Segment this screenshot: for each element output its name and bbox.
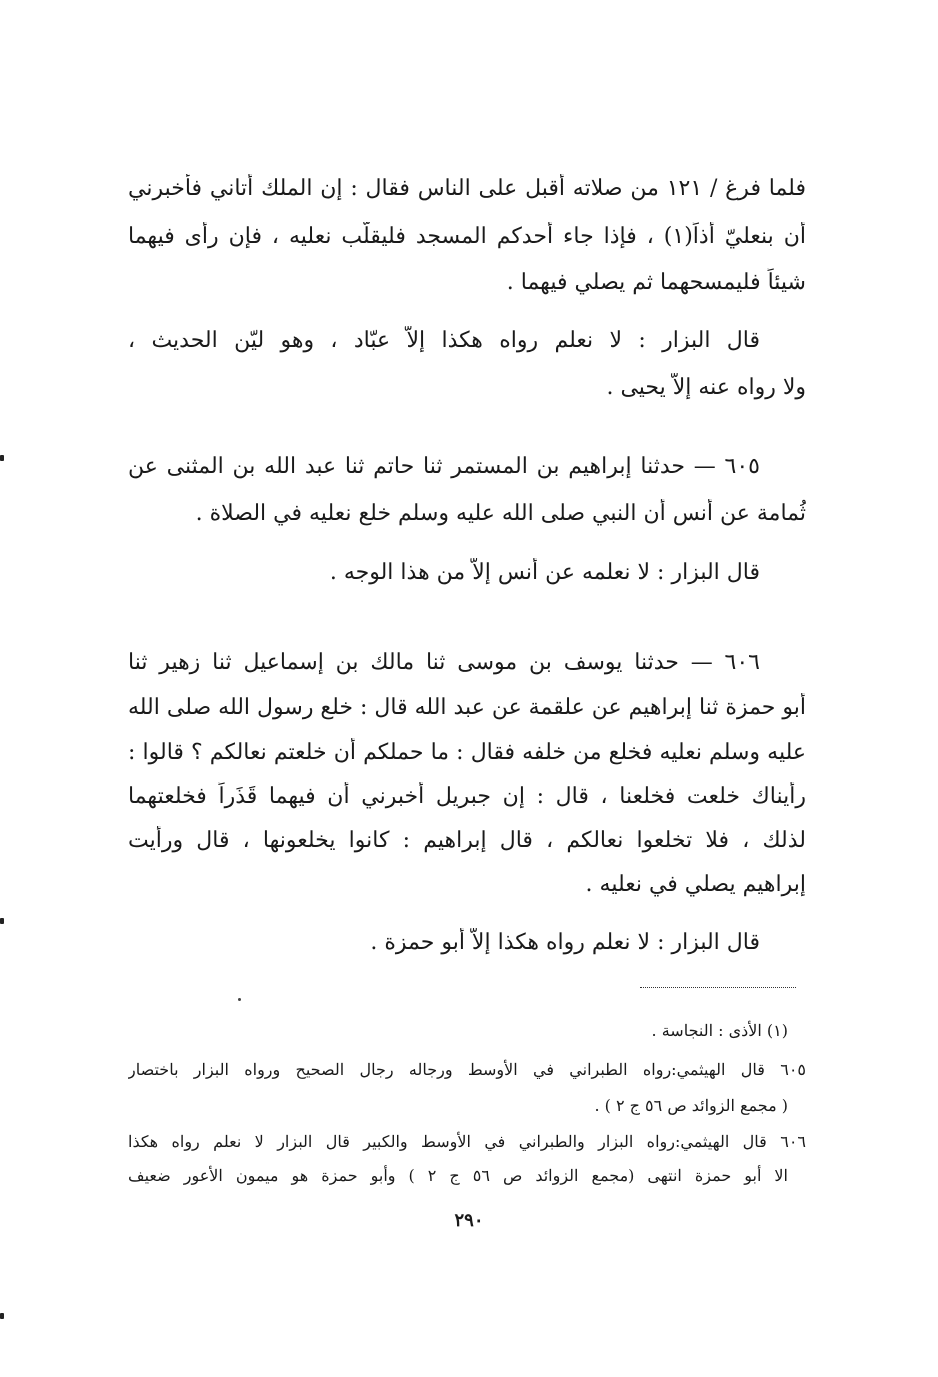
body-line-4: قال البزار : لا نعلم رواه هكذا إلاّ عبّاد ، وهو ليّن الحديث ،: [128, 328, 760, 353]
footnote-1: (١) الأذى : النجاسة .: [651, 1021, 788, 1040]
footnote-606-line-2: الا أبو حمزة انتهى (مجمع الزوائد ص ٥٦ ج ٢ ) وأبو حمزة هو ميمون الأعور ضعيف: [128, 1166, 788, 1185]
scan-mark: [0, 455, 4, 461]
scan-speck: [238, 998, 241, 1001]
body-line-1: فلما فرغ / ١٢١ من صلاته أقبل على الناس فقال : إن الملك أتاني فأخبرني: [128, 176, 806, 201]
footnote-605-line-2: ( مجمع الزوائد ص ٥٦ ج ٢ ) .: [594, 1096, 788, 1115]
scan-mark: [0, 918, 4, 924]
hadith-606-line-1: ٦٠٦ — حدثنا يوسف بن موسى ثنا مالك بن إسماعيل ثنا زهير ثنا: [128, 650, 760, 675]
hadith-606-line-2: أبو حمزة ثنا إبراهيم عن علقمة عن عبد الله قال : خلع رسول الله صلى الله: [128, 695, 806, 720]
footnote-605-line-1: ٦٠٥ قال الهيثمي:رواه الطبراني في الأوسط ورجاله رجال الصحيح ورواه البزار باختصار: [128, 1060, 806, 1079]
footnote-separator: [640, 987, 796, 988]
body-line-2: أن بنعليّ أذاً(١) ، فإذا جاء أحدكم المسجد فليقلّب نعليه ، فإن رأى فيهما: [128, 224, 806, 249]
footnote-606-line-1: ٦٠٦ قال الهيثمي:رواه البزار والطبراني في الأوسط والكبير قال البزار لا نعلم رواه هكذا: [128, 1132, 806, 1151]
hadith-606-line-4: رأيناك خلعت فخلعنا ، قال : إن جبريل أخبرني أن فيهما قَذَراً فخلعتهما: [128, 784, 806, 809]
body-line-3: شيئاً فليمسحهما ثم يصلي فيهما .: [506, 270, 806, 295]
body-line-5: ولا رواه عنه إلاّ يحيى .: [606, 375, 806, 400]
hadith-606-line-5: لذلك ، فلا تخلعوا نعالكم ، قال إبراهيم : كانوا يخلعونها ، قال ورأيت: [128, 828, 806, 853]
page-number: ٢٩٠: [454, 1210, 484, 1231]
scan-mark: [0, 1313, 4, 1319]
hadith-605-line-2: ثُمامة عن أنس أن النبي صلى الله عليه وسلم خلع نعليه في الصلاة .: [195, 501, 806, 526]
hadith-606-line-3: عليه وسلم نعليه فخلع من خلفه فقال : ما حملكم أن خلعتم نعالكم ؟ قالوا :: [128, 740, 806, 765]
body-line-15: قال البزار : لا نعلم رواه هكذا إلاّ أبو حمزة .: [370, 930, 760, 955]
body-line-8: قال البزار : لا نعلمه عن أنس إلاّ من هذا الوجه .: [329, 560, 760, 585]
hadith-606-line-6: إبراهيم يصلي في نعليه .: [585, 872, 806, 897]
hadith-605-line-1: ٦٠٥ — حدثنا إبراهيم بن المستمر ثنا حاتم ثنا عبد الله بن المثنى عن: [128, 454, 760, 479]
